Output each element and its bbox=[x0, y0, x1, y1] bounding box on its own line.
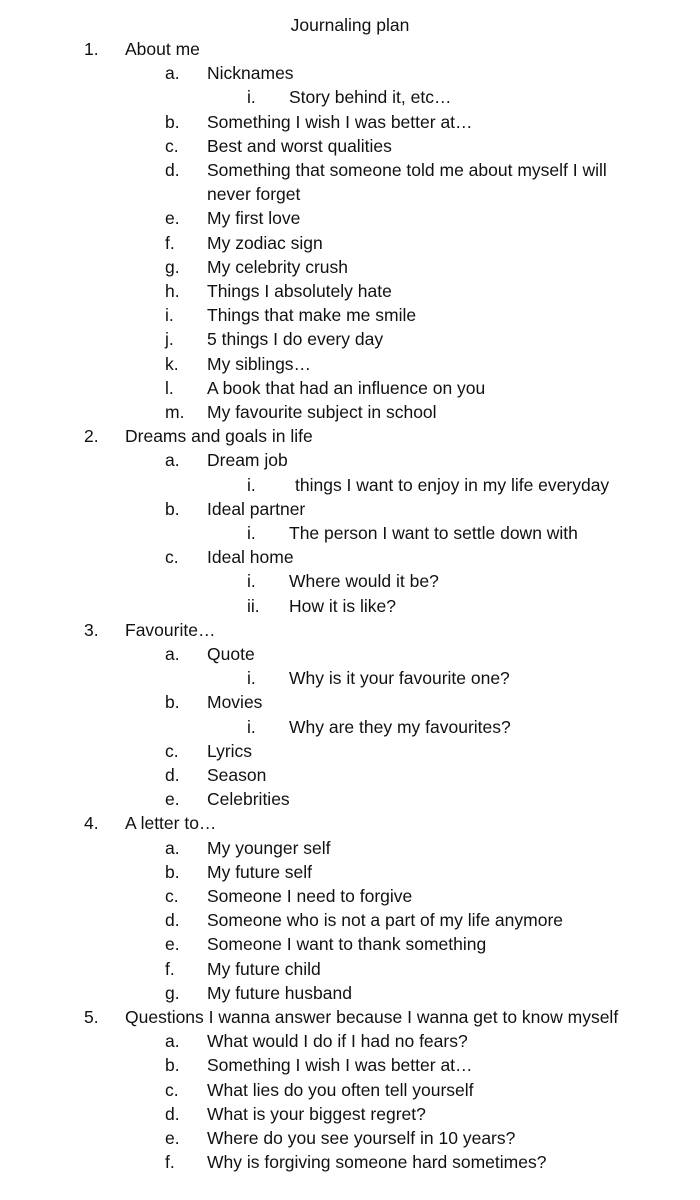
list-marker: f. bbox=[165, 1152, 175, 1173]
list-marker: d. bbox=[165, 1103, 180, 1124]
list-marker: 5. bbox=[84, 1007, 99, 1027]
list-text: 5 things I do every day bbox=[207, 329, 384, 350]
list-marker: 1. bbox=[84, 39, 99, 59]
list-marker: i. bbox=[247, 87, 256, 108]
list-marker: i. bbox=[247, 716, 256, 737]
list-marker: ii. bbox=[247, 595, 260, 616]
list-text: My zodiac sign bbox=[207, 232, 323, 253]
list-text: Something that someone told me about myself I will bbox=[207, 160, 607, 180]
list-text: Movies bbox=[207, 692, 263, 713]
list-marker: c. bbox=[165, 135, 179, 156]
list-text: About me bbox=[125, 39, 200, 59]
list-text: Dream job bbox=[207, 450, 288, 471]
list-text: Why is it your favourite one? bbox=[289, 668, 510, 689]
list-text: things I want to enjoy in my life everyday bbox=[295, 474, 610, 495]
list-text: My favourite subject in school bbox=[207, 402, 437, 422]
list-marker: m. bbox=[165, 402, 185, 422]
list-text: My celebrity crush bbox=[207, 256, 349, 277]
list-text: Celebrities bbox=[207, 789, 290, 810]
list-text: How it is like? bbox=[289, 595, 396, 616]
list-marker: e. bbox=[165, 1128, 180, 1148]
list-marker: a. bbox=[165, 450, 180, 471]
list-marker: 3. bbox=[84, 619, 99, 640]
list-text: Lyrics bbox=[207, 740, 253, 761]
document-title: Journaling plan bbox=[290, 15, 410, 35]
list-marker: h. bbox=[165, 281, 180, 301]
list-text: Story behind it, etc… bbox=[289, 87, 452, 108]
list-marker: b. bbox=[165, 498, 180, 519]
list-text: Favourite… bbox=[125, 619, 216, 640]
list-text: Ideal home bbox=[207, 547, 294, 568]
list-marker: b. bbox=[165, 861, 180, 882]
list-marker: i. bbox=[247, 474, 256, 495]
list-text: Someone I need to forgive bbox=[207, 886, 413, 906]
list-text: A book that had an influence on you bbox=[207, 377, 486, 398]
list-marker: i. bbox=[247, 523, 256, 543]
list-marker: g. bbox=[165, 256, 180, 277]
list-text: My siblings… bbox=[207, 353, 312, 374]
list-text: Ideal partner bbox=[207, 498, 306, 519]
list-text: My first love bbox=[207, 208, 301, 229]
list-marker: d. bbox=[165, 160, 180, 180]
list-marker: a. bbox=[165, 1031, 180, 1052]
list-text: Where would it be? bbox=[289, 571, 439, 592]
list-text: Questions I wanna answer because I wanna get to know myself bbox=[125, 1007, 619, 1027]
list-marker: b. bbox=[165, 111, 180, 132]
list-marker: c. bbox=[165, 547, 179, 568]
list-marker: 4. bbox=[84, 813, 99, 834]
list-text: Best and worst qualities bbox=[207, 135, 392, 156]
list-text: Someone I want to thank something bbox=[207, 934, 487, 955]
list-text: Things that make me smile bbox=[207, 305, 417, 326]
list-text: Something I wish I was better at… bbox=[207, 1055, 473, 1076]
list-text: My future self bbox=[207, 861, 313, 882]
list-text: What lies do you often tell yourself bbox=[207, 1079, 474, 1100]
list-text: Why is forgiving someone hard sometimes? bbox=[207, 1152, 547, 1173]
list-text: My future child bbox=[207, 958, 321, 979]
list-marker: j. bbox=[165, 329, 174, 350]
list-marker: c. bbox=[165, 740, 179, 761]
list-marker: d. bbox=[165, 910, 180, 931]
list-marker: b. bbox=[165, 692, 180, 713]
list-marker: i. bbox=[247, 571, 256, 592]
list-text: Nicknames bbox=[207, 63, 294, 84]
list-marker: 2. bbox=[84, 426, 99, 447]
list-marker: f. bbox=[165, 232, 175, 253]
list-marker: d. bbox=[165, 765, 180, 785]
list-text: Season bbox=[207, 765, 267, 785]
list-marker: e. bbox=[165, 934, 180, 955]
list-text: A letter to… bbox=[125, 813, 217, 834]
list-text: My future husband bbox=[207, 982, 352, 1003]
list-marker: e. bbox=[165, 789, 180, 810]
list-marker: i. bbox=[165, 305, 174, 326]
list-text: My younger self bbox=[207, 837, 331, 858]
list-text: Where do you see yourself in 10 years? bbox=[207, 1128, 516, 1148]
list-text: Someone who is not a part of my life anymore bbox=[207, 910, 564, 931]
list-marker: a. bbox=[165, 837, 180, 858]
list-marker: c. bbox=[165, 886, 179, 906]
list-marker: i. bbox=[247, 668, 256, 689]
list-marker: f. bbox=[165, 958, 175, 979]
list-marker: e. bbox=[165, 208, 180, 229]
list-text: The person I want to settle down with bbox=[289, 523, 578, 543]
list-text: Something I wish I was better at… bbox=[207, 111, 473, 132]
list-text: never forget bbox=[207, 184, 301, 205]
list-text: Dreams and goals in life bbox=[125, 426, 313, 447]
list-text: What is your biggest regret? bbox=[207, 1103, 426, 1124]
list-marker: a. bbox=[165, 644, 180, 664]
list-text: What would I do if I had no fears? bbox=[207, 1031, 468, 1052]
list-marker: k. bbox=[165, 353, 179, 374]
list-text: Quote bbox=[207, 644, 255, 664]
list-text: Things I absolutely hate bbox=[207, 281, 392, 301]
list-marker: a. bbox=[165, 63, 180, 84]
list-marker: b. bbox=[165, 1055, 180, 1076]
list-marker: g. bbox=[165, 982, 180, 1003]
list-text: Why are they my favourites? bbox=[289, 716, 511, 737]
list-marker: l. bbox=[165, 377, 174, 398]
list-marker: c. bbox=[165, 1079, 179, 1100]
